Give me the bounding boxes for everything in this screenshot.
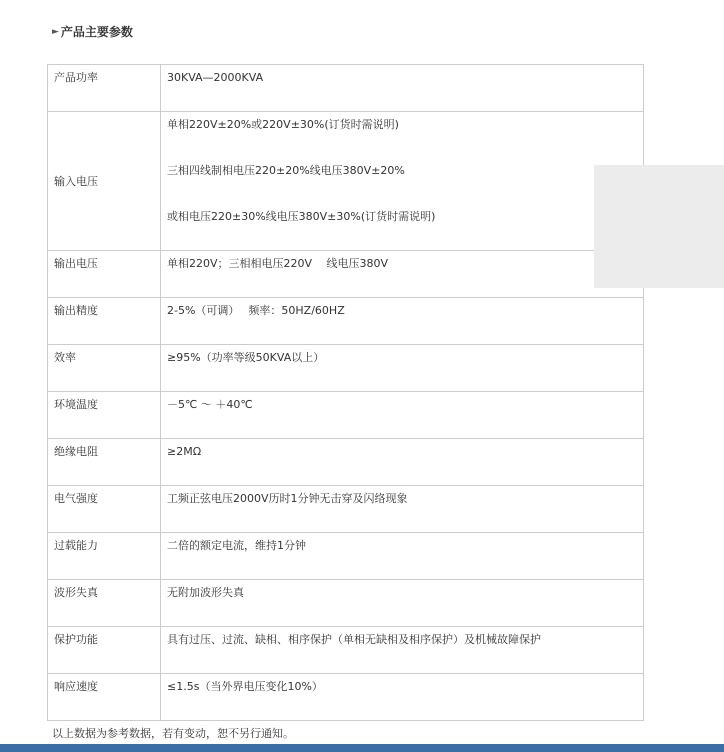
table-row — [48, 486, 644, 533]
section-heading — [52, 24, 133, 40]
table-row — [48, 533, 644, 580]
table-row — [48, 298, 644, 345]
table-row — [48, 439, 644, 486]
value-line: 30KVA—2000KVA — [167, 71, 264, 84]
param-name: 波形失真 — [48, 580, 161, 627]
value-line: －5℃ ～ ＋40℃ — [167, 398, 253, 411]
value-line: 无附加波形失真 — [167, 586, 244, 599]
value-line: 或相电压220±30%线电压380V±30%(订货时需说明) — [167, 210, 436, 223]
param-value — [161, 112, 644, 251]
param-value — [161, 533, 644, 580]
value-line: 具有过压、过流、缺相、相序保护（单相无缺相及相序保护）及机械故障保护 — [167, 633, 541, 646]
param-name: 输出精度 — [48, 298, 161, 345]
param-name: 产品功率 — [48, 65, 161, 112]
section-title: 产品主要参数 — [60, 25, 133, 39]
value-line: 2-5%（可调） 频率：50HZ/60HZ — [167, 304, 345, 317]
param-value — [161, 486, 644, 533]
bottom-bar — [0, 744, 724, 752]
param-name — [48, 112, 161, 251]
spec-table — [47, 64, 644, 721]
value-line: ≤1.5s（当外界电压变化10%） — [167, 680, 323, 693]
value-line: 二倍的额定电流，维持1分钟 — [167, 539, 306, 552]
table-row — [48, 392, 644, 439]
value-line: 三相四线制相电压220±20%线电压380V±20% — [167, 164, 405, 177]
param-name-text: 输入电压 — [54, 174, 98, 188]
table-row — [48, 112, 644, 251]
param-value — [161, 65, 644, 112]
value-line: ≥95%（功率等级50KVA以上） — [167, 351, 325, 364]
param-name: 绝缘电阻 — [48, 439, 161, 486]
param-value — [161, 298, 644, 345]
table-row — [48, 674, 644, 721]
param-name: 电气强度 — [48, 486, 161, 533]
side-panel — [594, 165, 724, 288]
param-name: 环境温度 — [48, 392, 161, 439]
table-row — [48, 580, 644, 627]
param-value — [161, 580, 644, 627]
param-value — [161, 674, 644, 721]
param-value — [161, 439, 644, 486]
value-line: 工频正弦电压2000V历时1分钟无击穿及闪络现象 — [167, 492, 408, 505]
value-line: 单相220V；三相相电压220V 线电压380V — [167, 257, 389, 270]
param-name: 保护功能 — [48, 627, 161, 674]
param-value — [161, 627, 644, 674]
table-row — [48, 65, 644, 112]
param-name: 过载能力 — [48, 533, 161, 580]
table-row — [48, 251, 644, 298]
footnote: 以上数据为参考数据，若有变动，恕不另行通知。 — [52, 727, 294, 740]
param-name: 输出电压 — [48, 251, 161, 298]
param-name: 响应速度 — [48, 674, 161, 721]
param-name: 效率 — [48, 345, 161, 392]
table-row — [48, 345, 644, 392]
param-value — [161, 251, 644, 298]
table-row — [48, 627, 644, 674]
value-line: ≥2MΩ — [167, 445, 202, 458]
param-value — [161, 345, 644, 392]
param-value — [161, 392, 644, 439]
arrow-icon: ► — [52, 27, 59, 37]
value-line: 单相220V±20%或220V±30%(订货时需说明) — [167, 118, 399, 131]
